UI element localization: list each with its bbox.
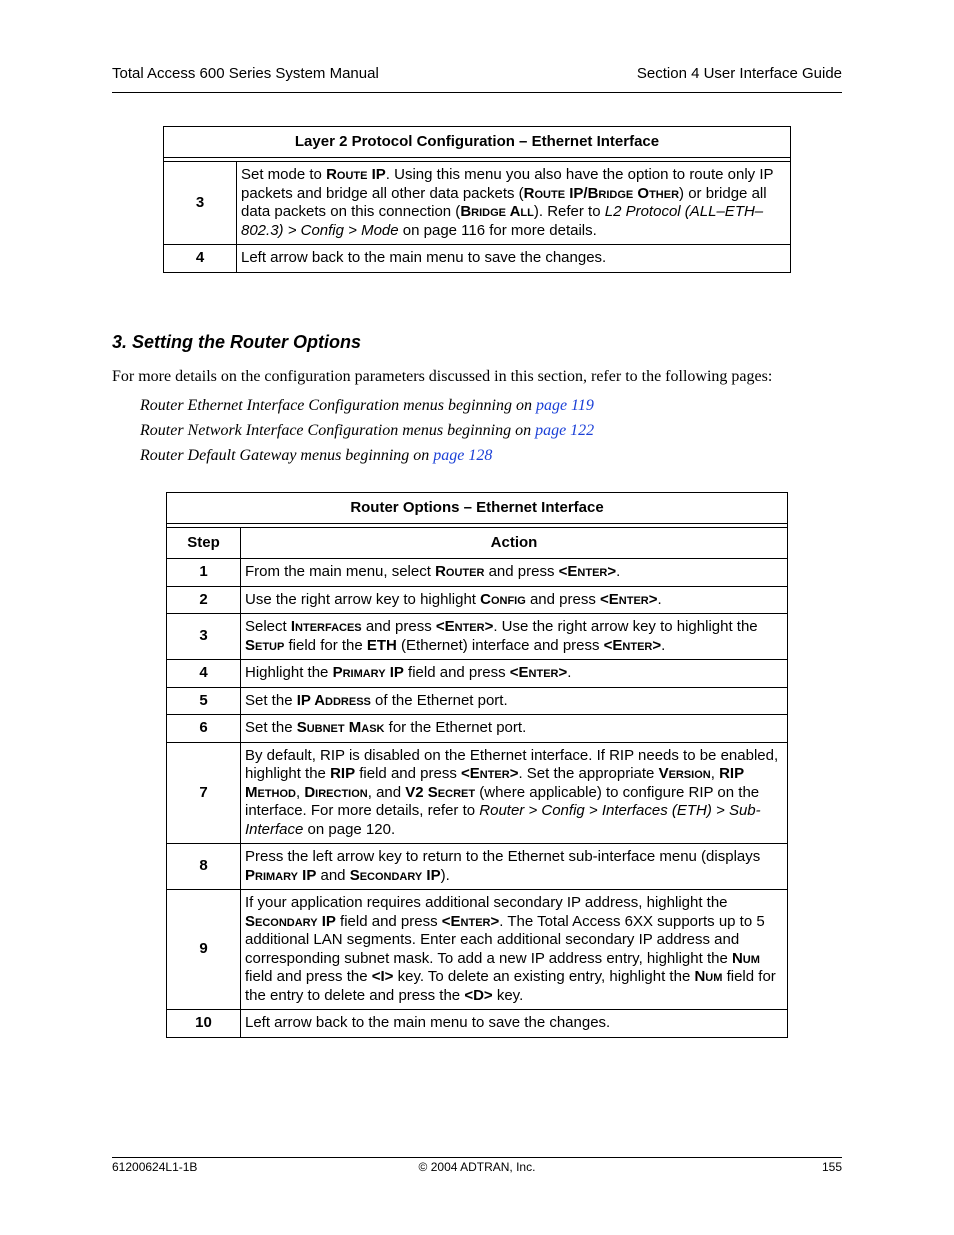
reference-text: Router Network Interface Configuration menus beginning on: [140, 422, 536, 439]
step-number: 1: [167, 559, 241, 587]
action-text: From the main menu, select: [245, 563, 436, 580]
action-text: <I>: [371, 968, 394, 985]
step-action: [237, 162, 791, 245]
action-text: .: [657, 590, 662, 608]
action-text: Secondary IP: [349, 866, 441, 884]
router-options-table: [166, 492, 788, 1038]
table-row: [167, 844, 788, 890]
action-text: RIP Method: [245, 765, 744, 801]
step-action: [241, 844, 788, 890]
step-action: [241, 559, 788, 587]
step-number: 7: [167, 742, 241, 844]
action-text: key. To delete an existing entry, highlight the: [393, 968, 695, 985]
action-text: ETH: [366, 636, 397, 654]
footer-page-number: 155: [821, 1160, 842, 1174]
action-text: Primary IP: [332, 664, 404, 681]
table-row: [167, 660, 788, 688]
action-text: <Enter>: [509, 664, 568, 681]
page-link[interactable]: page 128: [433, 447, 493, 464]
action-text: Set mode to: [241, 166, 327, 183]
action-text: and press: [361, 618, 436, 635]
action-text: Select: [245, 618, 291, 635]
action-text: Use the right arrow key to highlight: [245, 590, 481, 608]
step-number: 3: [164, 162, 237, 245]
action-text: V2 Secret: [405, 783, 476, 801]
action-text: <Enter>: [441, 912, 500, 930]
action-text: Num: [731, 949, 760, 967]
action-text: on page 116 for more details.: [398, 221, 597, 239]
action-text: key.: [492, 986, 524, 1004]
action-text: Direction: [304, 783, 368, 801]
action-text: , and: [367, 783, 406, 801]
table-row: [167, 687, 788, 715]
action-text: Num: [694, 968, 723, 985]
table-title: Router Options – Ethernet Interface: [167, 493, 788, 524]
action-text: .: [661, 636, 666, 654]
step-action: [241, 890, 788, 1010]
action-text: on page 120.: [303, 820, 396, 838]
action-text: field for the entry to delete and press the: [245, 968, 776, 1004]
action-text: Route IP: [326, 166, 386, 183]
action-text: Route IP/Bridge Other: [523, 184, 680, 202]
action-text: RIP: [330, 765, 356, 782]
page-link[interactable]: page 119: [535, 397, 594, 414]
action-text: .: [567, 664, 572, 681]
table-body: [167, 559, 788, 1038]
action-text: field and press: [403, 664, 510, 681]
action-text: Set the: [245, 719, 297, 736]
action-text: Bridge All: [460, 203, 534, 220]
table-row: [167, 1010, 788, 1038]
action-text: (where applicable) to configure RIP on the interface. For more details, refer to: [245, 783, 760, 819]
action-text: <Enter>: [435, 618, 494, 635]
page-link[interactable]: page 122: [535, 422, 595, 439]
step-action: [237, 245, 791, 273]
table-row: [167, 559, 788, 587]
step-number: 5: [167, 687, 241, 715]
step-action: [241, 614, 788, 660]
action-text: <Enter>: [603, 636, 662, 654]
action-text: of the Ethernet port.: [370, 691, 508, 709]
action-text: . Using this menu you also have the option to route only IP packets and bridge all other data packets (: [241, 166, 774, 202]
step-action: [241, 687, 788, 715]
action-text: Set the: [245, 691, 297, 709]
step-number: 10: [167, 1010, 241, 1038]
step-number: 4: [167, 660, 241, 688]
table-row: [164, 245, 791, 273]
action-text: ).: [440, 866, 450, 884]
action-text: Primary IP: [245, 866, 317, 884]
action-text: Subnet Mask: [296, 719, 385, 736]
action-text: Config: [480, 590, 526, 608]
table-row: [167, 614, 788, 660]
action-text: and: [316, 866, 350, 884]
action-text: (Ethernet) interface and press: [396, 636, 604, 654]
action-text: IP Address: [296, 691, 371, 709]
step-action: [241, 742, 788, 844]
reference-text: Router Default Gateway menus beginning on: [140, 447, 434, 464]
step-action: [241, 715, 788, 743]
action-text: .: [616, 563, 621, 580]
action-text: Left arrow back to the main menu to save the changes.: [241, 249, 607, 266]
action-text: field and press: [335, 912, 442, 930]
action-text: for the Ethernet port.: [384, 719, 527, 736]
table-row: [167, 586, 788, 614]
reference-line: [140, 421, 594, 441]
reference-text: Router Ethernet Interface Configuration menus beginning on: [140, 397, 536, 414]
action-text: Secondary IP: [245, 912, 336, 930]
step-action: [241, 586, 788, 614]
action-text: <D>: [464, 986, 493, 1004]
footer-doc-number: 61200624L1-1B: [112, 1160, 198, 1174]
running-header-section: Section 4 User Interface Guide: [636, 65, 842, 82]
reference-line: [140, 396, 594, 416]
action-text: ,: [296, 783, 305, 801]
action-text: Router: [435, 563, 485, 580]
step-number: 4: [164, 245, 237, 273]
action-text: Version: [658, 765, 711, 782]
running-header-title: Total Access 600 Series System Manual: [112, 65, 379, 82]
table-row: [167, 742, 788, 844]
column-header-step: Step: [167, 528, 241, 559]
action-text: field and press the: [245, 968, 372, 985]
action-text: <Enter>: [558, 563, 617, 580]
action-text: If your application requires additional secondary IP address, highlight the: [245, 894, 728, 911]
action-text: and press: [525, 590, 601, 608]
action-text: Highlight the: [245, 664, 333, 681]
action-text: By default, RIP is disabled on the Ethernet interface. If RIP needs to be enabled, highlight the: [245, 746, 779, 782]
action-text: . Set the appropriate: [518, 765, 659, 782]
intro-paragraph: For more details on the configuration parameters discussed in this section, refer to the following pages:: [112, 368, 773, 385]
table-title: Layer 2 Protocol Configuration – Ethernet Interface: [164, 127, 791, 158]
action-text: <Enter>: [600, 590, 658, 608]
action-text: Router > Config > Interfaces (ETH) > Sub-Interface: [245, 802, 761, 838]
section-heading: 3. Setting the Router Options: [112, 332, 362, 352]
column-header-action: Action: [241, 528, 788, 559]
table-body: [164, 162, 791, 273]
table-row: [167, 715, 788, 743]
action-text: <Enter>: [461, 765, 519, 782]
action-text: Interfaces: [290, 618, 362, 635]
action-text: and press: [484, 563, 559, 580]
action-text: ,: [710, 765, 720, 782]
footer-divider: [112, 1157, 842, 1158]
action-text: L2 Protocol (ALL–ETH–802.3) > Config > Mode: [241, 203, 764, 239]
step-number: 9: [167, 890, 241, 1010]
action-text: Setup: [245, 636, 285, 654]
reference-line: [140, 446, 492, 466]
action-text: field and press: [355, 765, 461, 782]
table-row: [167, 890, 788, 1010]
footer-copyright: © 2004 ADTRAN, Inc.: [418, 1160, 536, 1174]
step-number: 3: [167, 614, 241, 660]
step-action: [241, 1010, 788, 1038]
action-text: . Use the right arrow key to highlight the: [493, 618, 758, 635]
step-number: 6: [167, 715, 241, 743]
action-text: field for the: [284, 636, 367, 654]
action-text: . The Total Access 6XX supports up to 5 additional LAN segments. Enter each additional secondary IP address and corresponding subnet mask. To add a new IP address entry, highlight the: [245, 912, 765, 967]
step-action: [241, 660, 788, 688]
header-divider: [112, 92, 842, 93]
action-text: ). Refer to: [533, 203, 605, 220]
step-number: 8: [167, 844, 241, 890]
step-number: 2: [167, 586, 241, 614]
table-row: [164, 162, 791, 245]
action-text: ) or bridge all data packets on this connection (: [241, 184, 767, 220]
action-text: Press the left arrow key to return to the Ethernet sub-interface menu (displays: [245, 848, 761, 865]
action-text: Left arrow back to the main menu to save the changes.: [245, 1014, 611, 1031]
layer2-protocol-table: [163, 126, 791, 273]
